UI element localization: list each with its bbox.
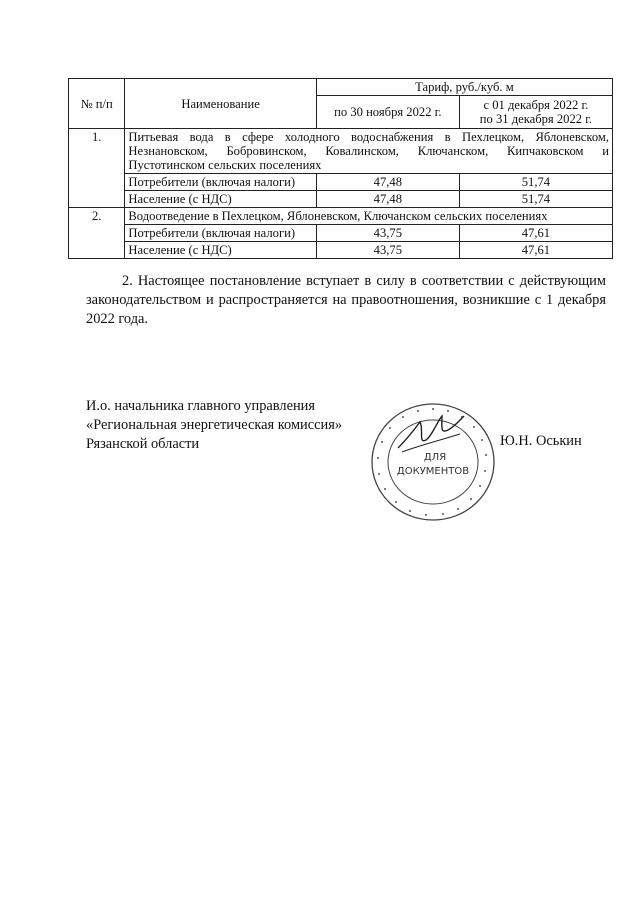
row-name: Население (с НДС) bbox=[125, 191, 316, 208]
row-value-1: 47,48 bbox=[316, 174, 459, 191]
row-value-1: 47,48 bbox=[316, 191, 459, 208]
row-name: Потребители (включая налоги) bbox=[125, 174, 316, 191]
table-row bbox=[69, 225, 613, 242]
row-value-2: 51,74 bbox=[459, 174, 612, 191]
header-period-2-line2: по 31 декабря 2022 г. bbox=[479, 112, 593, 126]
handwritten-signature bbox=[398, 416, 464, 448]
table-header-row bbox=[69, 79, 613, 96]
table-row bbox=[69, 191, 613, 208]
clause-paragraph bbox=[86, 272, 606, 329]
signer-position-line1: И.о. начальника главного управления bbox=[86, 398, 315, 414]
row-value-2: 47,61 bbox=[459, 225, 612, 242]
section-title: Питьевая вода в сфере холодного водоснабжения в Пехлецком, Яблоневском, Незнановском, Бобровинском, Ковалинском, Ключанском, Кипчаковском и Пустотинском сельских поселениях bbox=[125, 129, 613, 174]
signature-stroke bbox=[402, 434, 460, 452]
clause-text: 2. Настоящее постановление вступает в силу в соответствии с действующим законодательством и распространяется на правоотношения, возникшие с 1 декабря 2022 года. bbox=[86, 273, 606, 327]
signer-name: Ю.Н. Оськин bbox=[500, 433, 582, 449]
stamp-text-line1: ДЛЯ bbox=[423, 452, 447, 463]
row-name: Потребители (включая налоги) bbox=[125, 225, 316, 242]
official-stamp bbox=[368, 400, 498, 525]
header-name: Наименование bbox=[125, 79, 316, 129]
tariff-table bbox=[68, 78, 613, 259]
header-num: № п/п bbox=[69, 79, 125, 129]
table-row bbox=[69, 174, 613, 191]
table-row bbox=[69, 129, 613, 174]
stamp-text-line2: ДОКУМЕНТОВ bbox=[396, 466, 470, 477]
row-value-1: 43,75 bbox=[316, 225, 459, 242]
section-num: 1. bbox=[69, 129, 125, 208]
header-period-2 bbox=[459, 96, 612, 129]
row-value-2: 47,61 bbox=[459, 242, 612, 259]
table-row bbox=[69, 242, 613, 259]
table-row bbox=[69, 208, 613, 225]
signature-block bbox=[86, 397, 342, 454]
section-title: Водоотведение в Пехлецком, Яблоневском, Ключанском сельских поселениях bbox=[125, 208, 613, 225]
header-period-1: по 30 ноября 2022 г. bbox=[316, 96, 459, 129]
section-num: 2. bbox=[69, 208, 125, 259]
header-tariff: Тариф, руб./куб. м bbox=[316, 79, 612, 96]
signer-position-line2: «Региональная энергетическая комиссия» bbox=[86, 417, 343, 433]
row-value-1: 43,75 bbox=[316, 242, 459, 259]
row-name: Население (с НДС) bbox=[125, 242, 316, 259]
header-period-2-line1: с 01 декабря 2022 г. bbox=[483, 98, 589, 112]
signer-position-line3: Рязанской области bbox=[86, 436, 200, 452]
row-value-2: 51,74 bbox=[459, 191, 612, 208]
